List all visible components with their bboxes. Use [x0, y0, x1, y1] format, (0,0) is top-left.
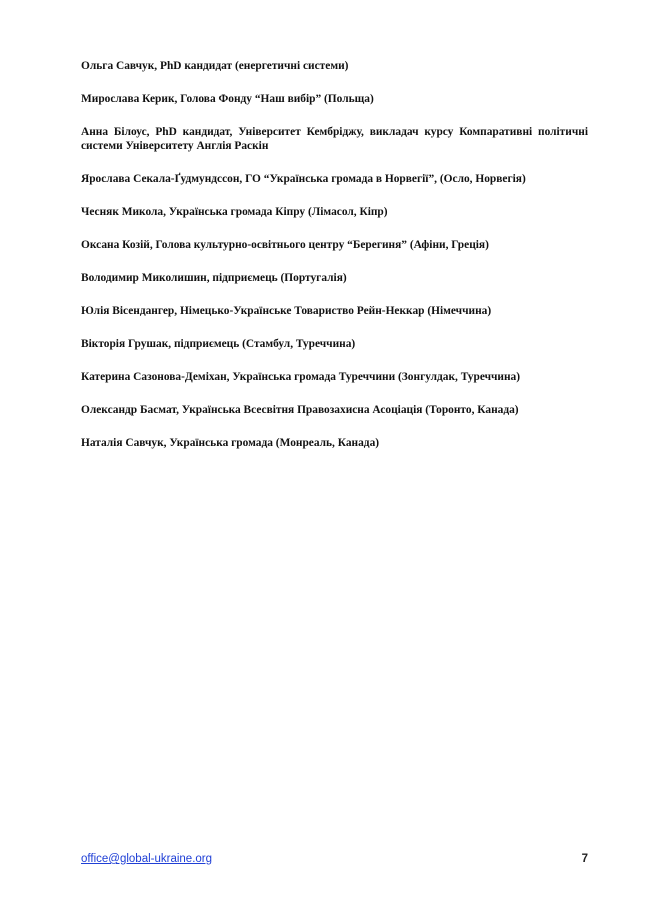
- signatory-entry: Володимир Миколишин, підприємець (Португалія): [81, 272, 347, 284]
- signatory-entry: Олександр Басмат, Українська Всесвітня Правозахисна Асоціація (Торонто, Канада): [81, 404, 519, 416]
- signatory-entry: Вікторія Грушак, підприємець (Стамбул, Туреччина): [81, 338, 356, 350]
- page-footer: [81, 853, 588, 869]
- signatory-list: [81, 59, 588, 469]
- signatory-entry: Анна Білоус, PhD кандидат, Університет Кембріджу, викладач курсу Компаративні політичні системи Університету Англія Раскін: [81, 126, 588, 152]
- signatory-entry: Ярослава Секала-Ґудмундссон, ГО “Українська громада в Норвегії”, (Осло, Норвегія): [81, 173, 526, 185]
- signatory-entry: Наталія Савчук, Українська громада (Монреаль, Канада): [81, 437, 380, 449]
- signatory-entry: Юлія Вісендангер, Німецько-Українське Товариство Рейн-Неккар (Німеччина): [81, 305, 492, 317]
- signatory-entry: Оксана Козій, Голова культурно-освітнього центру “Берегиня” (Афіни, Греція): [81, 239, 489, 251]
- signatory-entry: Мирослава Керик, Голова Фонду “Наш вибір” (Польща): [81, 93, 374, 105]
- signatory-entry: Ольга Савчук, PhD кандидат (енергетичні системи): [81, 60, 349, 72]
- footer-email-link[interactable]: office@global-ukraine.org: [81, 853, 213, 865]
- page-number: 7: [581, 853, 588, 865]
- signatory-entry: Чесняк Микола, Українська громада Кіпру (Лімасол, Кіпр): [81, 206, 388, 218]
- signatory-entry: Катерина Сазонова-Деміхан, Українська громада Туреччини (Зонгулдак, Туреччина): [81, 371, 521, 383]
